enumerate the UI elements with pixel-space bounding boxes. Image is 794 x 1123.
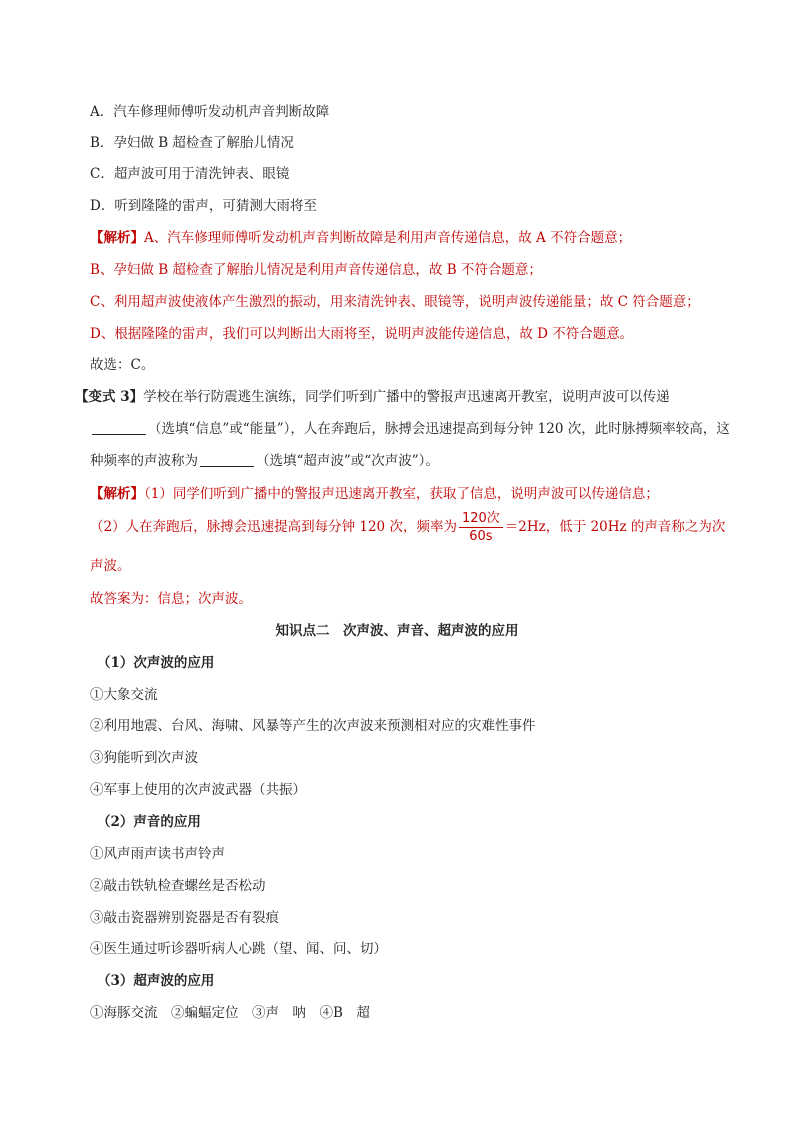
analysis-tag: 【解析】 [90,230,144,246]
sub2-item-4: ④医生通过听诊器听病人心跳（望、闻、问、切） [90,941,387,957]
option-a: A．汽车修理师傅听发动机声音判断故障 [90,104,330,120]
section-title: 知识点二 次声波、声音、超声波的应用 [275,623,519,639]
analysis2-line1 [90,484,659,504]
sub1-item-2: ②利用地震、台风、海啸、风暴等产生的次声波来预测相对应的灾难性事件 [90,718,536,734]
analysis2-text2b: ＝2Hz，低于 20Hz 的声音称之为次 [504,519,726,535]
analysis2-text2a: （2）人在奔跑后，脉搏会迅速提高到每分钟 120 次，频率为 [90,519,457,535]
fraction-numerator: 120次 [459,510,503,528]
variant3-text1: 学校在举行防震逃生演练，同学们听到广播中的警报声迅速离开教室，说明声波可以传递 [143,389,670,405]
analysis-line-a [90,228,631,248]
sub2-item-1: ①风声雨声读书声铃声 [90,846,225,862]
sub1-item-3: ③狗能听到次声波 [90,750,198,766]
sub1-heading: （1）次声波的应用 [97,655,215,671]
analysis-line-d: D、根据隆隆的雷声，我们可以判断出大雨将至，说明声波能传递信息，故 D 不符合题意。 [90,326,634,342]
analysis2-line3: 声波。 [90,558,131,574]
option-d: D．听到隆隆的雷声，可猜测大雨将至 [90,198,317,214]
analysis2-text1: （1）同学们听到广播中的警报声迅速离开教室，获取了信息，说明声波可以传递信息； [144,486,659,502]
analysis-line-b: B、孕妇做 B 超检查了解胎儿情况是利用声音传递信息，故 B 不符合题意； [90,262,542,278]
variant3-line3 [90,451,439,471]
analysis2-line2 [90,510,725,545]
analysis2-tag: 【解析】 [90,486,144,502]
frequency-fraction [459,510,503,545]
variant3-line2 [90,419,730,439]
option-b: B．孕妇做 B 超检查了解胎儿情况 [90,135,294,151]
sub2-item-2: ②敲击铁轨检查螺丝是否松动 [90,878,266,894]
variant3-text3b: （选填“超声波”或“次声波”）。 [256,453,439,469]
sub3-items: ①海豚交流 ②蝙蝠定位 ③声 呐 ④B 超 [90,1005,370,1021]
variant3-tag: 【变式 3】 [75,389,144,405]
sub2-item-3: ③敲击瓷器辨别瓷器是否有裂痕 [90,910,279,926]
analysis-line-c: C、利用超声波使液体产生激烈的振动，用来清洗钟表、眼镜等，说明声波传递能量；故 C 符合题意； [90,294,700,310]
fill-blank-2[interactable] [200,452,254,467]
sub1-item-1: ①大象交流 [90,687,158,703]
fill-blank-1[interactable] [92,420,146,435]
sub3-heading: （3）超声波的应用 [97,973,215,989]
fraction-denominator: 60s [469,529,493,544]
variant3-text3a: 种频率的声波称为 [90,453,198,469]
analysis-text: A、汽车修理师傅听发动机声音判断故障是利用声音传递信息，故 A 不符合题意； [144,230,632,246]
sub1-item-4: ④军事上使用的次声波武器（共振） [90,782,306,798]
variant3-line1 [75,387,670,407]
answer-choice: 故选：C。 [90,357,155,373]
analysis2-answer: 故答案为：信息；次声波。 [90,591,252,607]
sub2-heading: （2）声音的应用 [97,814,201,830]
variant3-text2: （选填“信息”或“能量”），人在奔跑后，脉搏会迅速提高到每分钟 120 次，此时脉搏频率较高，这 [148,421,730,437]
option-c: C．超声波可用于清洗钟表、眼镜 [90,166,290,182]
